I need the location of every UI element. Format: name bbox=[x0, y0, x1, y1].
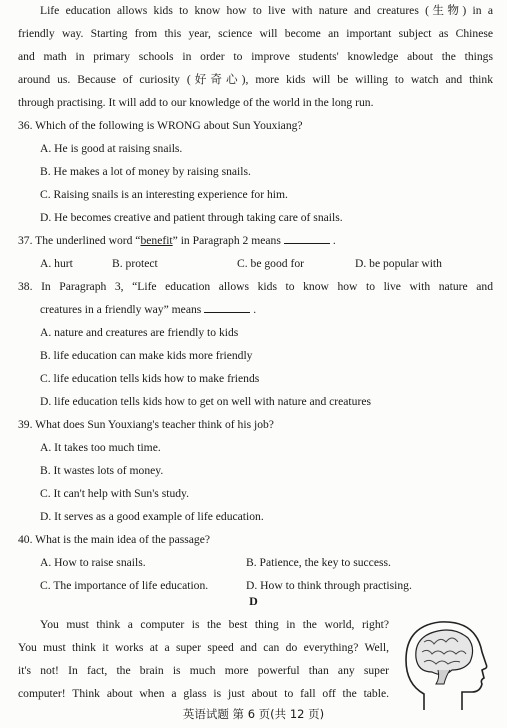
q38-option-d[interactable]: D. life education tells kids how to get on well with nature and creatures bbox=[40, 395, 371, 408]
q38-stem-line-1: 38. In Paragraph 3, “Life education allows kids to know how to live with nature and bbox=[18, 280, 493, 293]
q38-option-a[interactable]: A. nature and creatures are friendly to kids bbox=[40, 326, 239, 339]
passage-line-1: Life education allows kids to know how to live with nature and creatures (生物) in a bbox=[40, 4, 493, 17]
brain-head-icon bbox=[394, 612, 494, 714]
q39-stem: 39. What does Sun Youxiang's teacher think of his job? bbox=[18, 418, 274, 431]
q37-option-d[interactable]: D. be popular with bbox=[355, 257, 442, 270]
q37-stem-end: . bbox=[332, 234, 336, 247]
q38-blank bbox=[204, 302, 250, 313]
q37-stem-pre: 37. The underlined word “ bbox=[18, 234, 141, 247]
q39-option-d[interactable]: D. It serves as a good example of life education. bbox=[40, 510, 264, 523]
q38-stem-end: . bbox=[253, 303, 257, 316]
q40-option-c[interactable]: C. The importance of life education. bbox=[40, 579, 209, 592]
passage-line-3: and math in primary schools in order to improve students' knowledge about the things bbox=[18, 50, 493, 63]
q36-option-c[interactable]: C. Raising snails is an interesting experience for him. bbox=[40, 188, 288, 201]
q39-option-c[interactable]: C. It can't help with Sun's study. bbox=[40, 487, 189, 500]
section-d-line-1: You must think a computer is the best thing in the world, right? bbox=[40, 618, 389, 631]
passage-line-4: around us. Because of curiosity (好奇心), more kids will be willing to watch and think bbox=[18, 73, 493, 86]
q37-option-c[interactable]: C. be good for bbox=[237, 257, 304, 270]
section-d-line-4: computer! Think about when a glass is just about to fall off the table. bbox=[18, 687, 389, 700]
page-footer: 英语试题 第 6 页(共 12 页) bbox=[182, 707, 325, 721]
q40-option-d[interactable]: D. How to think through practising. bbox=[246, 579, 412, 592]
q38-option-c[interactable]: C. life education tells kids how to make friends bbox=[40, 372, 260, 385]
q37-underlined-word: benefit bbox=[140, 234, 173, 247]
q37-option-b[interactable]: B. protect bbox=[112, 257, 158, 270]
q37-stem-post: ” in Paragraph 2 means bbox=[172, 234, 281, 247]
passage-line-5: through practising. It will add to our knowledge of the world in the long run. bbox=[18, 96, 374, 109]
q38-stem-line-2-text: creatures in a friendly way” means bbox=[40, 303, 202, 316]
section-d-line-3: it's not! In fact, the brain is much more powerful than any super bbox=[18, 664, 389, 677]
q36-option-a[interactable]: A. He is good at raising snails. bbox=[40, 142, 183, 155]
q37-stem bbox=[18, 233, 493, 249]
passage-line-2: friendly way. Starting from this year, science will become an important subject as Chinese bbox=[18, 27, 493, 40]
q39-option-b[interactable]: B. It wastes lots of money. bbox=[40, 464, 164, 477]
section-d-label: D bbox=[249, 594, 258, 608]
q36-option-d[interactable]: D. He becomes creative and patient through taking care of snails. bbox=[40, 211, 343, 224]
q36-stem: 36. Which of the following is WRONG about Sun Youxiang? bbox=[18, 119, 303, 132]
q40-option-a[interactable]: A. How to raise snails. bbox=[40, 556, 146, 569]
q37-option-a[interactable]: A. hurt bbox=[40, 257, 73, 270]
section-d-line-2: You must think it works at a super speed and can do everything? Well, bbox=[18, 641, 389, 654]
q40-option-b[interactable]: B. Patience, the key to success. bbox=[246, 556, 391, 569]
q40-stem: 40. What is the main idea of the passage? bbox=[18, 533, 210, 546]
q36-option-b[interactable]: B. He makes a lot of money by raising snails. bbox=[40, 165, 251, 178]
q38-option-b[interactable]: B. life education can make kids more friendly bbox=[40, 349, 253, 362]
q39-option-a[interactable]: A. It takes too much time. bbox=[40, 441, 161, 454]
q38-stem-line-2 bbox=[40, 302, 493, 318]
q37-blank bbox=[284, 233, 330, 244]
